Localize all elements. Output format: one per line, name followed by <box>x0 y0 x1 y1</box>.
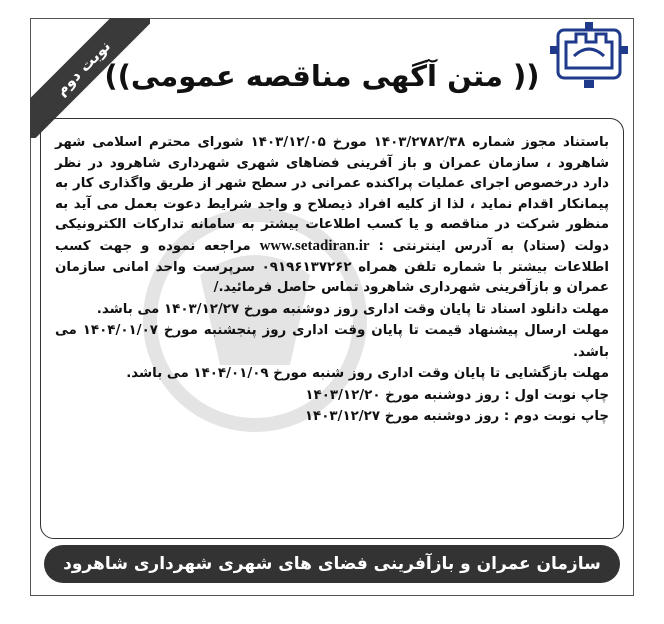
main-text-continued: مراجعه نموده و جهت کسب اطلاعات بیشتر با شماره تلفن همراه ۰۹۱۹۶۱۳۷۲۶۲ سرپرست واحد امانی سازمان عمران و بازآفرینی شهرداری شاهرود تماس حاصل فرمائید./ <box>55 238 609 296</box>
opening-deadline: مهلت بازگشایی تا پایان وقت اداری روز شنبه مورخ ۱۴۰۴/۰۱/۰۹ می باشد. <box>126 366 609 382</box>
page-title: (( متن آگهی مناقصه عمومی)) <box>104 59 540 93</box>
organization-footer: سازمان عمران و بازآفرینی فضای های شهری شهرداری شاهرود <box>44 545 620 583</box>
first-print-date: چاپ نوبت اول : روز دوشنبه مورخ ۱۴۰۳/۱۲/۲۰ <box>305 387 609 403</box>
main-text: باستناد مجوز شماره ۱۴۰۳/۲۷۸۲/۳۸ مورخ ۱۴۰۳/۱۲/۰۵ شورای محترم اسلامی شهر شاهرود ، سازمان عمران و باز آفرینی فضاهای شهری شهرداری شاهرود در نظر دارد درخصوص اجرای عملیات پراکنده عمرانی در سطح شهر از طریق واگذاری کار به پیمانکار اقدام نماید ، لذا از کلیه افراد ذیصلاح و واجد شرایط دعوت بعمل می آید به منظور شرکت در مناقصه و یا کسب اطلاعات بیشتر به سامانه تدارکات الکترونیکی دولت (ستاد) به آدرس اینترنتی : <box>55 135 609 254</box>
download-deadline: مهلت دانلود اسناد تا پایان وقت اداری روز دوشنبه مورخ ۱۴۰۳/۱۲/۲۷ می باشد. <box>96 301 609 317</box>
edition-badge: نوبت دوم <box>30 18 150 138</box>
main-paragraph <box>55 133 609 299</box>
municipality-logo-icon <box>546 22 632 92</box>
submit-deadline: مهلت ارسال پیشنهاد قیمت تا پایان وقت اداری روز پنجشنبه مورخ ۱۴۰۴/۰۱/۰۷ می باشد. <box>55 323 609 360</box>
notice-body <box>40 118 624 539</box>
second-print-date: چاپ نوبت دوم : روز دوشنبه مورخ ۱۴۰۳/۱۲/۲۷ <box>304 409 609 425</box>
website-link[interactable]: www.setadiran.ir <box>259 237 370 254</box>
